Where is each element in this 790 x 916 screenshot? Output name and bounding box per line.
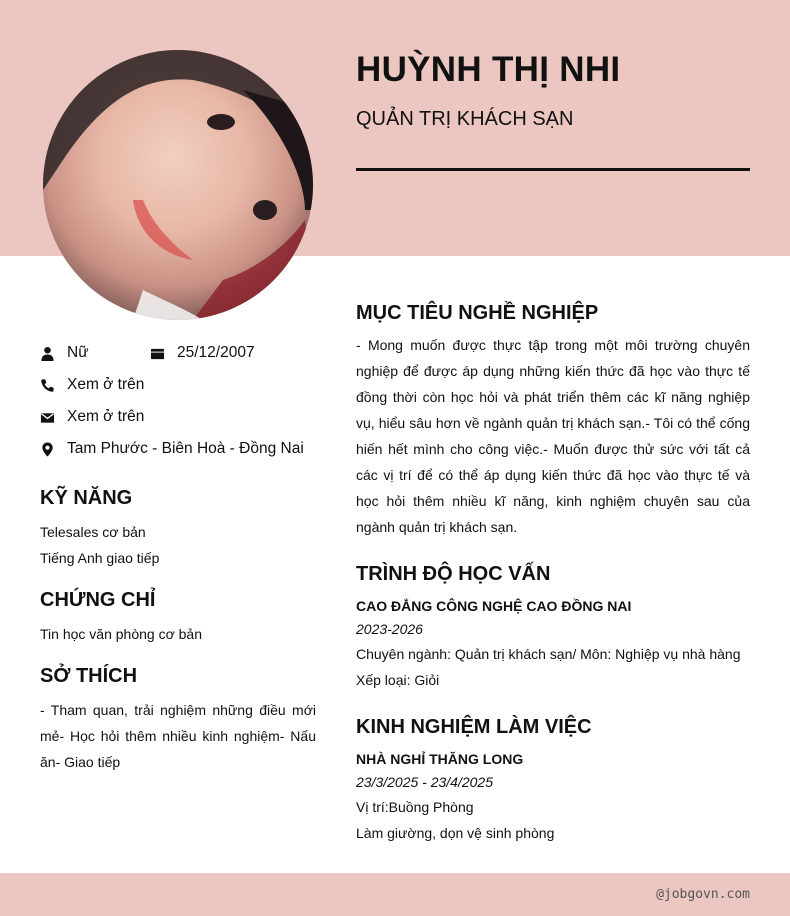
person-icon	[40, 346, 55, 361]
mail-icon	[40, 410, 55, 425]
phone-row	[40, 374, 144, 396]
calendar-icon	[150, 346, 165, 361]
phone-icon	[40, 378, 55, 393]
watermark: @jobgovn.com	[656, 887, 750, 902]
certificates-title: CHỨNG CHỈ	[40, 589, 156, 611]
avatar	[43, 50, 313, 320]
skill-item: Tiếng Anh giao tiếp	[40, 550, 160, 566]
address-row	[40, 438, 304, 460]
hobbies-text: - Tham quan, trải nghiệm những điều mới mẻ- Học hỏi thêm nhiều kinh nghiệm- Nấu ăn- Giao tiếp	[40, 702, 316, 770]
education-major: Chuyên ngành: Quản trị khách sạn/ Môn: Nghiệp vụ nhà hàng	[356, 646, 741, 662]
experience-company: NHÀ NGHỈ THĂNG LONG	[356, 751, 524, 767]
certificate-item: Tin học văn phòng cơ bản	[40, 626, 202, 642]
experience-position: Vị trí:Buồng Phòng	[356, 799, 474, 815]
address-value: Tam Phước - Biên Hoà - Đồng Nai	[67, 440, 304, 457]
header-divider	[356, 168, 750, 171]
objective-title: MỤC TIÊU NGHỀ NGHIỆP	[356, 302, 599, 324]
location-pin-icon	[40, 442, 55, 457]
email-value[interactable]: Xem ở trên	[67, 408, 145, 425]
candidate-name: HUỲNH THỊ NHI	[356, 50, 621, 89]
education-dates: 2023-2026	[356, 621, 423, 637]
candidate-role: QUẢN TRỊ KHÁCH SẠN	[356, 108, 574, 130]
hobbies-title: SỞ THÍCH	[40, 665, 138, 687]
gender-row	[40, 342, 89, 364]
experience-dates: 23/3/2025 - 23/4/2025	[356, 774, 494, 790]
education-title: TRÌNH ĐỘ HỌC VẤN	[356, 563, 551, 585]
email-row	[40, 406, 144, 428]
objective-text: - Mong muốn được thực tập trong một môi trường chuyên nghiệp để được áp dụng những kiến thức đã học vào thực tế đồng thời còn học hỏi và phát triển thêm các kĩ năng nghiệp vụ, hiểu sâu hơn về ngành quản trị khách sạn.- Tôi có thể cống hiến hết mình cho công việc.- Muốn được thử sức với tất cả các vị trí để có thể áp dụng kiến thức đã học vào thực tế và học hỏi thêm nhiều kĩ năng, kinh nghiệm chuyên sau của ngành quản trị khách sạn.	[356, 337, 750, 535]
birthdate-value: 25/12/2007	[177, 344, 255, 361]
skills-title: KỸ NĂNG	[40, 487, 133, 509]
experience-title: KINH NGHIỆM LÀM VIỆC	[356, 716, 592, 738]
education-school: CAO ĐẲNG CÔNG NGHỆ CAO ĐỒNG NAI	[356, 598, 632, 614]
experience-duties: Làm giường, dọn vệ sinh phòng	[356, 825, 555, 841]
avatar-photo	[43, 50, 313, 320]
education-grade: Xếp loại: Giỏi	[356, 672, 440, 688]
birthdate-row	[150, 342, 255, 364]
gender-value: Nữ	[67, 344, 89, 361]
phone-value[interactable]: Xem ở trên	[67, 376, 145, 393]
skill-item: Telesales cơ bản	[40, 524, 146, 540]
